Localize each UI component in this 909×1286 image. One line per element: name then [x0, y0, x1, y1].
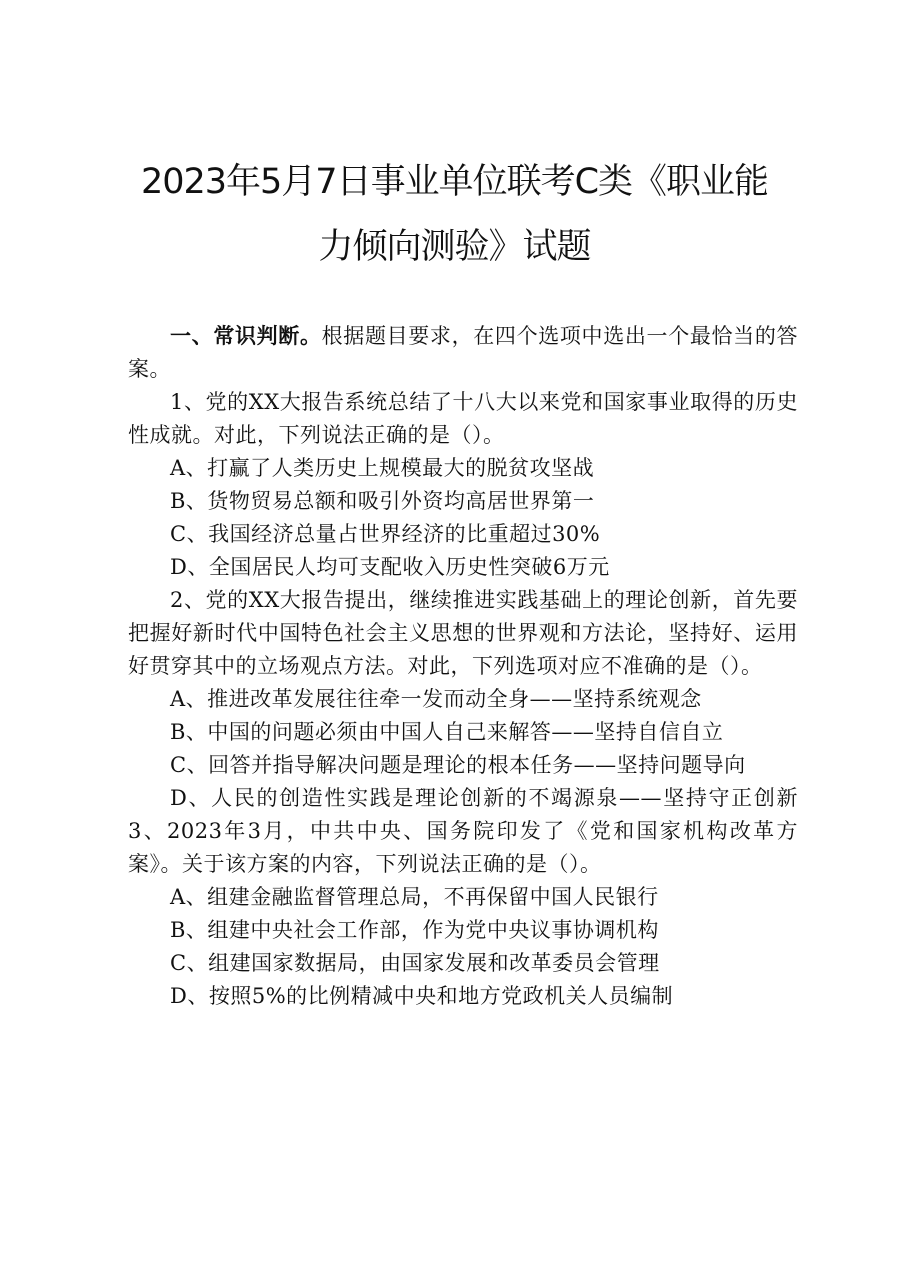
question-2-stem: 2、党的XX大报告提出，继续推进实践基础上的理论创新，首先要把握好新时代中国特色社会主义思想的世界观和方法论，坚持好、运用好贯穿其中的立场观点方法。对此，下列选项对应不准确的是（）。: [128, 588, 798, 678]
document-body: [128, 320, 798, 1013]
question-3-option-c: C、组建国家数据局，由国家发展和改革委员会管理: [170, 951, 660, 975]
document-title-line-2: 力倾向测验》试题: [318, 227, 591, 267]
question-1-option-d: D、全国居民人均可支配收入历史性突破6万元: [170, 555, 610, 579]
question-1-stem: 1、党的XX大报告系统总结了十八大以来党和国家事业取得的历史性成就。对此，下列说法正确的是（）。: [128, 390, 798, 447]
question-2-option-a: A、推进改革发展往往牵一发而动全身——坚持系统观念: [170, 687, 702, 711]
question-2-option-d-and-question-3-stem: D、人民的创造性实践是理论创新的不竭源泉——坚持守正创新3、2023年3月，中共中央、国务院印发了《党和国家机构改革方案》。关于该方案的内容，下列说法正确的是（）。: [128, 786, 798, 876]
question-1-option-c: C、我国经济总量占世界经济的比重超过30%: [170, 522, 601, 546]
section-intro: [128, 320, 798, 386]
question-1-option-a: A、打赢了人类历史上规模最大的脱贫攻坚战: [170, 456, 595, 480]
question-3-option-d: D、按照5%的比例精减中央和地方党政机关人员编制: [170, 984, 674, 1008]
document-title-line-1: 2023年5月7日事业单位联考C类《职业能: [140, 162, 769, 202]
section-instruction: 根据题目要求，在四个选项中选出一个最恰当的答案。: [128, 324, 798, 381]
question-3-option-b: B、组建中央社会工作部，作为党中央议事协调机构: [170, 918, 659, 942]
question-2-option-c: C、回答并指导解决问题是理论的根本任务——坚持问题导向: [170, 753, 746, 777]
question-1-option-b: B、货物贸易总额和吸引外资均高居世界第一: [170, 489, 595, 513]
question-2-option-b: B、中国的问题必须由中国人自己来解答——坚持自信自立: [170, 720, 724, 744]
question-3-option-a: A、组建金融监督管理总局，不再保留中国人民银行: [170, 885, 659, 909]
section-heading: 一、常识判断。: [170, 324, 322, 348]
